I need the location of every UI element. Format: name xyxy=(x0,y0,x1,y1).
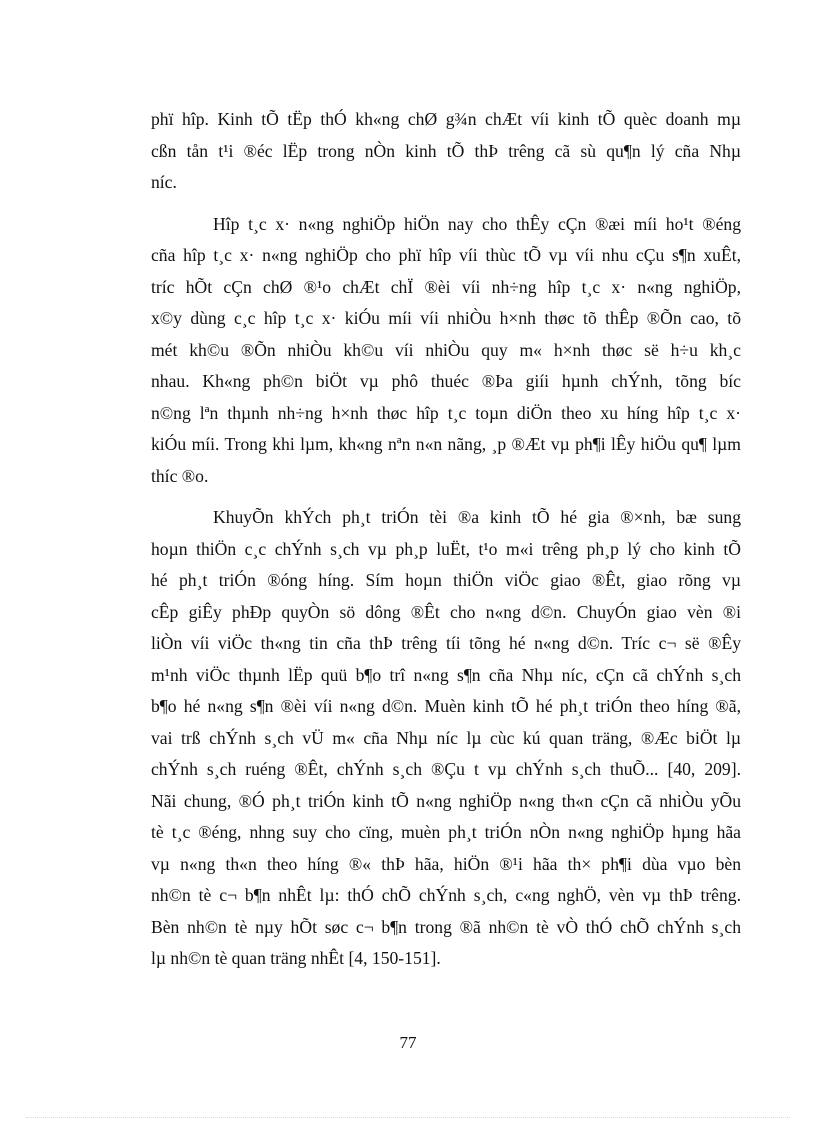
text-line: b¶o hé n«ng s¶n ®èi víi n«ng d©n. Muèn kinh tÕ hé ph¸t triÓn theo híng ®ã, xyxy=(151,696,741,716)
text-line: nhau. Kh«ng ph©n biÖt vµ phô thuéc ®Þa giíi hµnh chÝnh, tõng bíc xyxy=(151,371,741,391)
text-line: Hîp t¸c x· n«ng nghiÖp hiÖn nay cho thÊy cÇn ®æi míi ho¹t ®éng xyxy=(213,213,741,234)
text-line: cña hîp t¸c x· n«ng nghiÖp cho phï hîp víi thùc tÕ vµ víi nhu cÇu s¶n xuÊt, xyxy=(151,245,741,265)
text-line: hé ph¸t triÓn ®óng híng. Sím hoµn thiÖn viÖc giao ®Êt, giao rõng vµ xyxy=(151,570,741,590)
text-line: phï hîp. Kinh tÕ tËp thÓ kh«ng chØ g¾n chÆt víi kinh tÕ quèc doanh mµ xyxy=(151,109,741,129)
text-line: vai trß chÝnh s¸ch vÜ m« cña Nhµ níc lµ cùc kú quan träng, ®Æc biÖt lµ xyxy=(151,727,741,748)
paragraph-spacer xyxy=(151,492,741,502)
page-bottom-divider xyxy=(26,1117,790,1118)
page-number: 77 xyxy=(399,1033,417,1052)
text-line: tè t¸c ®éng, nhng suy cho cïng, muèn ph¸t triÓn nÒn n«ng nghiÖp hµng hãa xyxy=(151,822,741,842)
text-line: KhuyÕn khÝch ph¸t triÓn tèi ®a kinh tÕ hé gia ®×nh, bæ sung xyxy=(213,507,741,527)
text-line: mét kh©u ®Õn nhiÒu kh©u víi nhiÒu quy m« h×nh thøc së h÷u kh¸c xyxy=(151,339,741,360)
text-line: Nãi chung, ®Ó ph¸t triÓn kinh tÕ n«ng nghiÖp n«ng th«n cÇn cã nhiÒu yÕu xyxy=(151,790,741,811)
text-line: níc. xyxy=(151,172,177,192)
text-line: thíc ®o. xyxy=(151,465,209,486)
paragraph-3 xyxy=(151,502,741,975)
text-line: cÊp giÊy phÐp quyÒn sö dông ®Êt cho n«ng d©n. ChuyÓn giao vèn ®i xyxy=(151,601,741,622)
text-line: vµ n«ng th«n theo híng ®« thÞ hãa, hiÖn ®¹i hãa th× ph¶i dùa vµo bèn xyxy=(151,853,741,874)
text-line: m¹nh viÖc thµnh lËp quü b¶o trî n«ng s¶n cña Nhµ níc, cÇn cã chÝnh s¸ch xyxy=(151,664,741,685)
text-line: Bèn nh©n tè nµy hÕt søc c¬ b¶n trong ®ã nh©n tè vÒ thÓ chÕ chÝnh s¸ch xyxy=(151,916,741,937)
text-line: hoµn thiÖn c¸c chÝnh s¸ch vµ ph¸p luËt, t¹o m«i trêng ph¸p lý cho kinh tÕ xyxy=(151,538,741,559)
text-line: tríc hÕt cÇn chØ ®¹o chÆt chÏ ®èi víi nh÷ng hîp t¸c x· n«ng nghiÖp, xyxy=(151,276,741,297)
paragraph-2 xyxy=(151,209,741,493)
text-line: kiÓu míi. Trong khi lµm, kh«ng nªn n«n nãng, ¸p ®Æt vµ ph¶i lÊy hiÖu qu¶ lµm xyxy=(151,434,741,454)
text-line: chÝnh s¸ch ruéng ®Êt, chÝnh s¸ch ®Çu t vµ chÝnh s¸ch thuÕ... [40, 209]. xyxy=(151,759,741,779)
body-text xyxy=(151,104,741,975)
text-line: lµ nh©n tè quan träng nhÊt [4, 150-151]. xyxy=(151,948,441,968)
text-line: nh©n tè c¬ b¶n nhÊt lµ: thÓ chÕ chÝnh s¸ch, c«ng nghÖ, vèn vµ thÞ trêng. xyxy=(151,885,741,905)
paragraph-1 xyxy=(151,104,741,199)
text-line: liÒn víi viÖc th«ng tin cña thÞ trêng tíi tõng hé n«ng d©n. Tríc c¬ së ®Êy xyxy=(151,633,741,653)
paragraph-spacer xyxy=(151,199,741,209)
text-line: x©y dùng c¸c hîp t¸c x· kiÓu míi víi nhiÒu h×nh thøc tõ thÊp ®Õn cao, tõ xyxy=(151,308,741,328)
text-line: n©ng lªn thµnh nh÷ng h×nh thøc hîp t¸c toµn diÖn theo xu híng hîp t¸c x· xyxy=(151,402,741,423)
text-line: cßn tån t¹i ®éc lËp trong nÒn kinh tÕ thÞ trêng cã sù qu¶n lý cña Nhµ xyxy=(151,140,741,161)
